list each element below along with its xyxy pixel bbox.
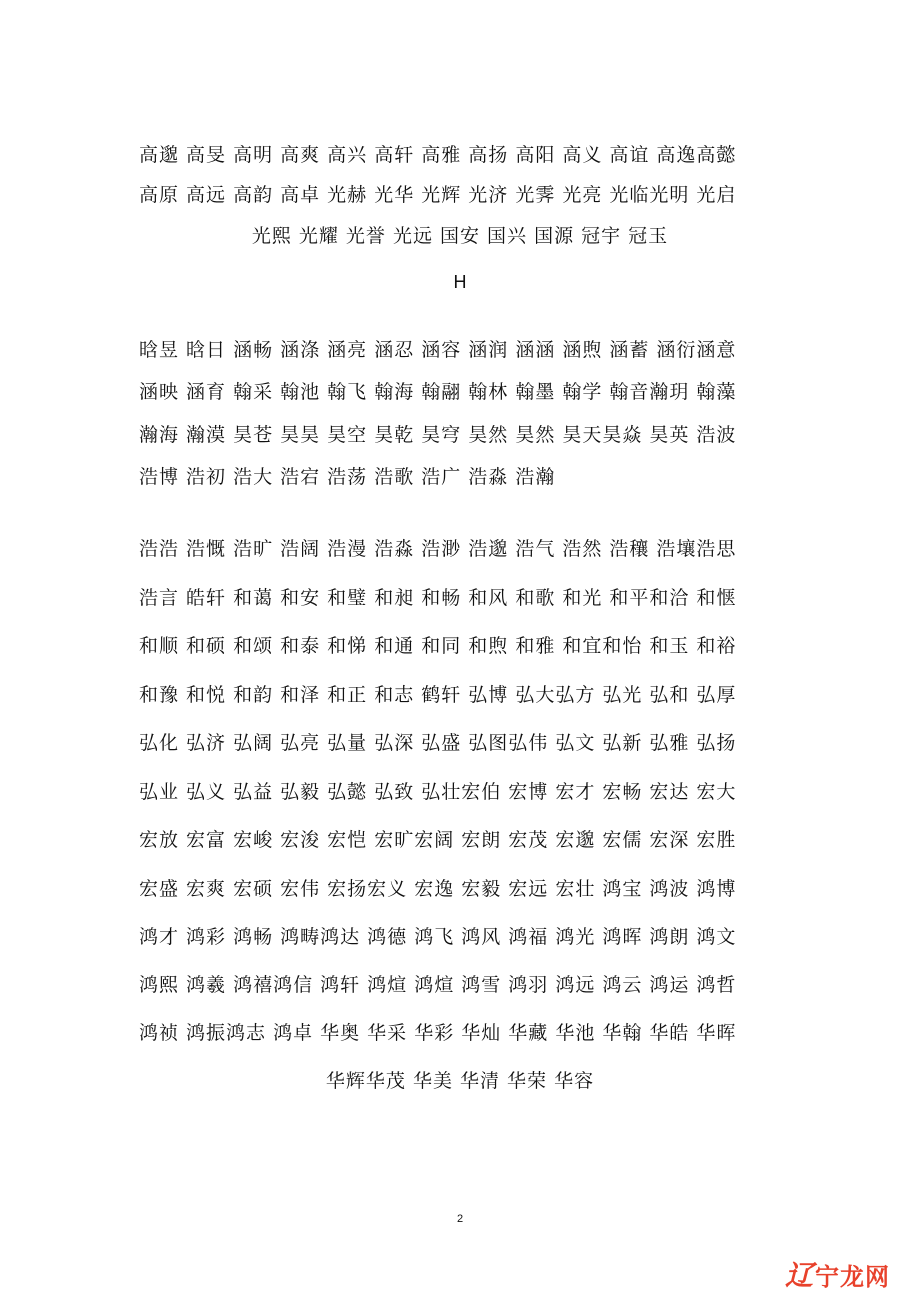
watermark-mark: 辽 (784, 1259, 813, 1292)
name-line: 和豫 和悦 和韵 和泽 和正 和志 鹤轩 弘博 弘大弘方 弘光 弘和 弘厚 (139, 684, 737, 706)
page-number: 2 (456, 1213, 464, 1225)
name-line: 宏盛 宏爽 宏硕 宏伟 宏扬宏义 宏逸 宏毅 宏远 宏壮 鸿宝 鸿波 鸿博 (139, 878, 737, 900)
name-line: 和顺 和硕 和颂 和泰 和悌 和通 和同 和煦 和雅 和宜和怡 和玉 和裕 (139, 635, 737, 657)
name-line: 华辉华茂 华美 华清 华荣 华容 (325, 1070, 595, 1092)
name-line: 鸿才 鸿彩 鸿畅 鸿畴鸿达 鸿德 鸿飞 鸿风 鸿福 鸿光 鸿晖 鸿朗 鸿文 (139, 926, 737, 948)
name-line: 高原 高远 高韵 高卓 光赫 光华 光辉 光济 光霁 光亮 光临光明 光启 (139, 184, 737, 206)
watermark-text: 宁龙网 (815, 1262, 890, 1291)
section-heading-h: H (453, 272, 467, 292)
name-line: 涵映 涵育 翰采 翰池 翰飞 翰海 翰翮 翰林 翰墨 翰学 翰音瀚玥 翰藻 (139, 381, 737, 403)
name-line: 瀚海 瀚漠 昊苍 昊昊 昊空 昊乾 昊穹 昊然 昊然 昊天昊焱 昊英 浩波 (139, 424, 737, 446)
name-line: 高邈 高旻 高明 高爽 高兴 高轩 高雅 高扬 高阳 高义 高谊 高逸高懿 (139, 144, 737, 166)
name-line: 弘业 弘义 弘益 弘毅 弘懿 弘致 弘壮宏伯 宏博 宏才 宏畅 宏达 宏大 (139, 781, 737, 803)
name-line: 浩浩 浩慨 浩旷 浩阔 浩漫 浩淼 浩渺 浩邈 浩气 浩然 浩穰 浩壤浩思 (139, 538, 737, 560)
name-line: 光熙 光耀 光誉 光远 国安 国兴 国源 冠宇 冠玉 (251, 225, 669, 247)
name-line: 鸿熙 鸿羲 鸿禧鸿信 鸿轩 鸿煊 鸿煊 鸿雪 鸿羽 鸿远 鸿云 鸿运 鸿哲 (139, 974, 737, 996)
name-line: 弘化 弘济 弘阔 弘亮 弘量 弘深 弘盛 弘图弘伟 弘文 弘新 弘雅 弘扬 (139, 732, 737, 754)
site-watermark-logo (785, 1257, 890, 1291)
name-line: 浩言 皓轩 和蔼 和安 和璧 和昶 和畅 和风 和歌 和光 和平和洽 和惬 (139, 587, 737, 609)
name-line: 浩博 浩初 浩大 浩宕 浩荡 浩歌 浩广 浩淼 浩瀚 (139, 466, 556, 488)
name-line: 宏放 宏富 宏峻 宏浚 宏恺 宏旷宏阔 宏朗 宏茂 宏邈 宏儒 宏深 宏胜 (139, 829, 737, 851)
name-line: 鸿祯 鸿振鸿志 鸿卓 华奥 华采 华彩 华灿 华藏 华池 华翰 华皓 华晖 (139, 1022, 737, 1044)
name-line: 晗昱 晗日 涵畅 涵涤 涵亮 涵忍 涵容 涵润 涵涵 涵煦 涵蓄 涵衍涵意 (139, 339, 737, 361)
